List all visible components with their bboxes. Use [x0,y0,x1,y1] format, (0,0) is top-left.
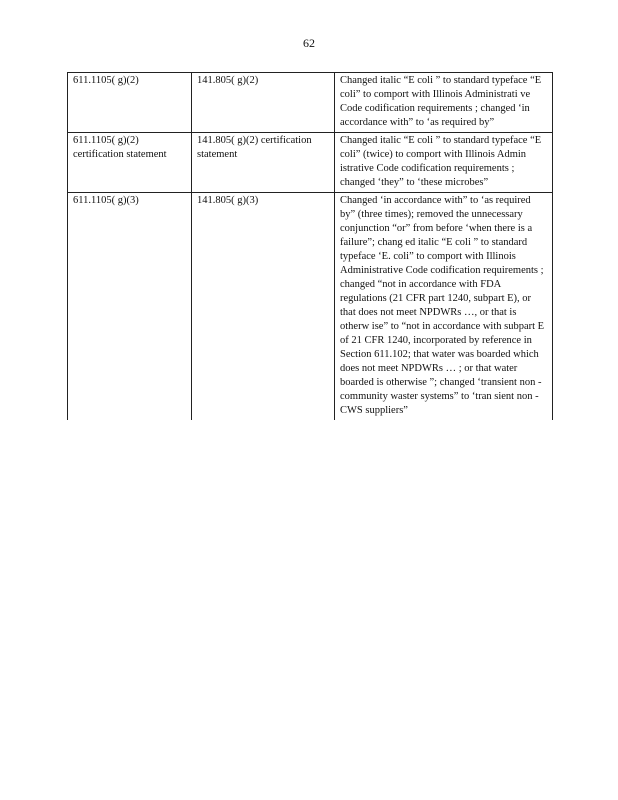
state-section-cell: 611.1105( g)(2) certification statement [68,133,192,193]
federal-section-cell: 141.805( g)(3) [192,193,335,421]
table-row [68,193,553,421]
table-row [68,133,553,193]
change-description-cell: Changed italic “E coli ” to standard typeface “E coli” to comport with Illinois Administrati ve Code codification requirements ; changed ‘in accordance with” to ‘as required by” [335,73,553,133]
federal-section-cell: 141.805( g)(2) certification statement [192,133,335,193]
state-section-cell: 611.1105( g)(3) [68,193,192,421]
change-description-cell: Changed ‘in accordance with” to ‘as required by” (three times); removed the unnecessary conjunction “or” from before ‘when there is a failure”; chang ed italic “E coli ” to standard typeface ‘E. coli” to comport with Illinois Administrative Code codification requirements ; changed “not in accordance with FDA regulations (21 CFR part 1240, subpart E), or that does not meet NPDWRs …, or that is otherw ise” to “not in accordance with subpart E of 21 CFR 1240, incorporated by reference in Section 611.102; that water was boarded which does not meet NPDWRs … ; or that water boarded is otherwise ”; changed ‘transient non - community waster systems” to ‘tran sient non -CWS suppliers” [335,193,553,421]
federal-section-cell: 141.805( g)(2) [192,73,335,133]
table-row [68,73,553,133]
page-number: 62 [303,36,315,50]
change-description-cell: Changed italic “E coli ” to standard typeface “E coli” (twice) to comport with Illinois Admin istrative Code codification requirements ; changed ‘they” to ‘these microbes” [335,133,553,193]
state-section-cell: 611.1105( g)(2) [68,73,192,133]
amendments-table [67,72,553,420]
